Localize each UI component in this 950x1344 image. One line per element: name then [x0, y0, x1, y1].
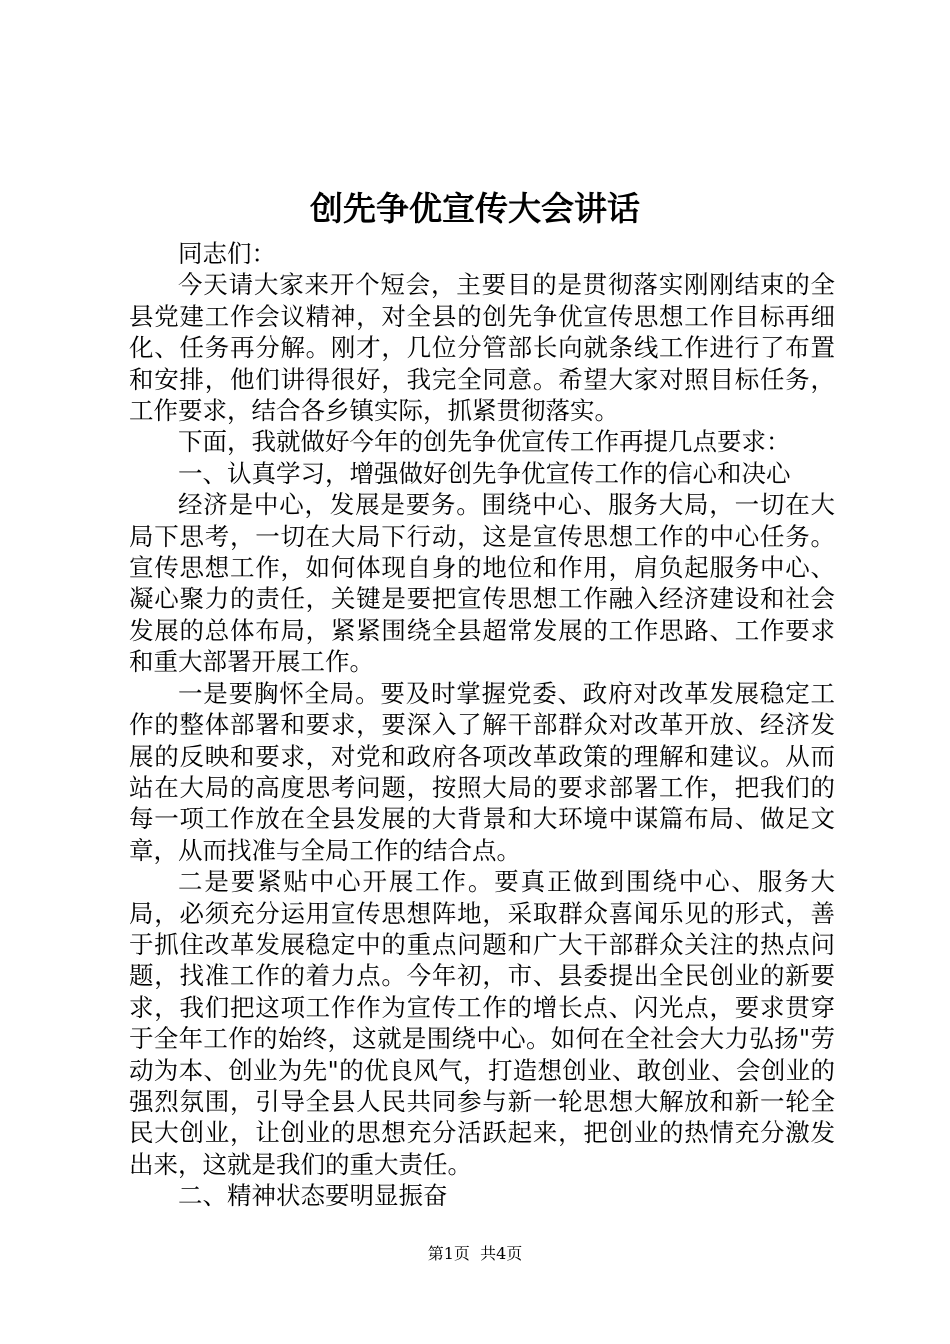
- section-heading-1: 一、认真学习，增强做好创先争优宣传工作的信心和决心: [178, 458, 791, 488]
- paragraph-salutation: 同志们：: [178, 239, 276, 268]
- document-title: 创先争优宣传大会讲话: [310, 189, 640, 228]
- paragraph-economy-center: 经济是中心，发展是要务。围绕中心、服务大局，一切在大局下思考，一切在大局下行动，这是宣传思想工作的中心任务。宣传思想工作，如何体现自身的地位和作用，肩负起服务中心、凝心聚力的责任，关键是要把宣传思想工作融入经济建设和社会发展的总体布局，紧紧围绕全县超常发展的工作思路、工作要求和重大部署开展工作。: [129, 490, 835, 677]
- paragraph-center-work: 二是要紧贴中心开展工作。要真正做到围绕中心、服务大局，必须充分运用宣传思想阵地，采取群众喜闻乐见的形式，善于抓住改革发展稳定中的重点问题和广大干部群众关注的热点问题，找准工作的着力点。今年初，市、县委提出全民创业的新要求，我们把这项工作作为宣传工作的增长点、闪光点，要求贯穿于全年工作的始终，这就是围绕中心。如何在全社会大力弘扬"劳动为本、创业为先"的优良风气，打造想创业、敢创业、会创业的强烈氛围，引导全县人民共同参与新一轮思想大解放和新一轮全民大创业，让创业的思想充分活跃起来，把创业的热情充分激发出来，这就是我们的重大责任。: [129, 867, 835, 1179]
- page-number-footer: 第1页 共4页: [427, 1244, 523, 1263]
- paragraph-overall-situation: 一是要胸怀全局。要及时掌握党委、政府对改革发展稳定工作的整体部署和要求，要深入了解干部群众对改革开放、经济发展的反映和要求，对党和政府各项改革政策的理解和建议。从而站在大局的高度思考问题，按照大局的要求部署工作，把我们的每一项工作放在全县发展的大背景和大环境中谋篇布局、做足文章，从而找准与全局工作的结合点。: [129, 678, 835, 865]
- paragraph-intro: 今天请大家来开个短会，主要目的是贯彻落实刚刚结束的全县党建工作会议精神，对全县的创先争优宣传思想工作目标再细化、任务再分解。刚才，几位分管部长向就条线工作进行了布置和安排，他们讲得很好，我完全同意。希望大家对照目标任务，工作要求，结合各乡镇实际，抓紧贯彻落实。: [129, 270, 835, 426]
- document-body: [129, 238, 835, 1212]
- paragraph-requirements-lead: 下面，我就做好今年的创先争优宣传工作再提几点要求：: [178, 427, 791, 457]
- section-heading-2: 二、精神状态要明显振奋: [178, 1181, 448, 1211]
